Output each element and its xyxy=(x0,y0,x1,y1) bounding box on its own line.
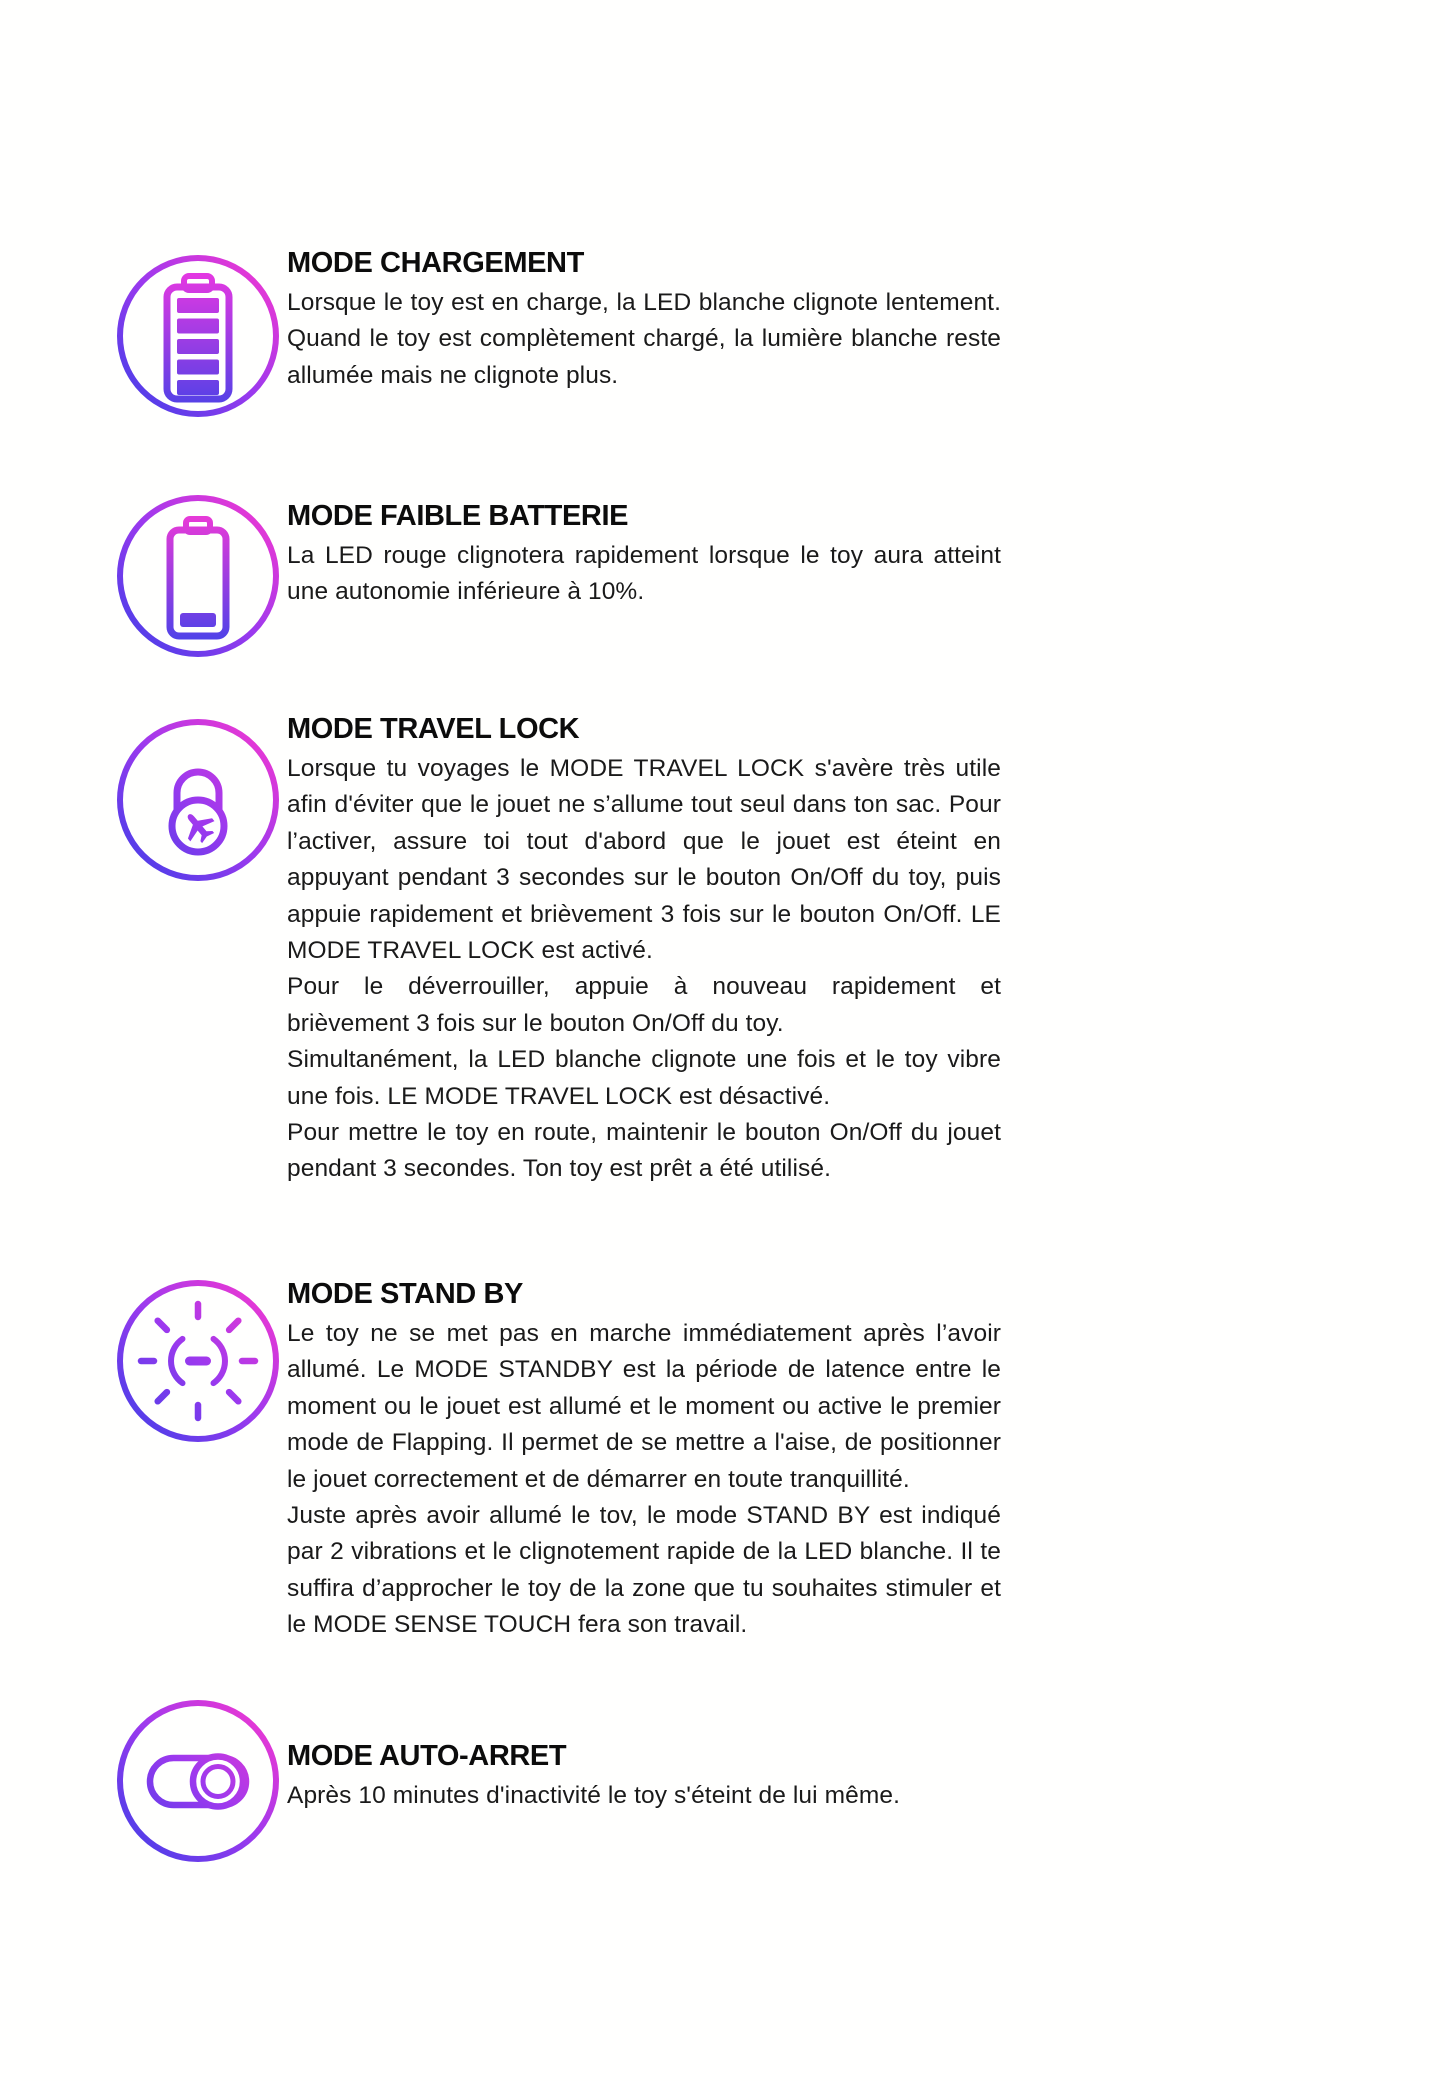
section-paragraph: Lorsque tu voyages le MODE TRAVEL LOCK s'avère très utile afin d'éviter que le jouet ne s’allume tout seul dans ton sac. Pour l’activer, assure toi tout d'abord que le jouet est éteint en appuyant pendant 3 secondes sur le bouton On/Off du toy, puis appuie rapidement et brièvement 3 fois sur le bouton On/Off. LE MODE TRAVEL LOCK est activé. xyxy=(287,755,1001,965)
section-paragraph: Après 10 minutes d'inactivité le toy s'éteint de lui même. xyxy=(287,1782,900,1809)
section-title: MODE TRAVEL LOCK xyxy=(287,713,580,745)
section-travel-lock xyxy=(287,713,1001,1188)
section-paragraph: Pour mettre le toy en route, maintenir le bouton On/Off du jouet pendant 3 secondes. Ton toy est prêt a été utilisé. xyxy=(287,1119,1001,1183)
section-paragraph: Pour le déverrouiller, appuie à nouveau rapidement et brièvement 3 fois sur le bouton On/Off du toy. xyxy=(287,973,1001,1037)
section-paragraph: Le toy ne se met pas en marche immédiatement après l’avoir allumé. Le MODE STANDBY est la période de latence entre le moment ou le jouet est allumé et le moment ou active le premier mode de Flapping. Il permet de se mettre a l'aise, de positionner le jouet correctement et de démarrer en toute tranquillité. xyxy=(287,1320,1001,1493)
section-paragraph: Simultanément, la LED blanche clignote une fois et le toy vibre une fois. LE MODE TRAVEL LOCK est désactivé. xyxy=(287,1046,1001,1110)
section-paragraph: Juste après avoir allumé le tov, le mode STAND BY est indiqué par 2 vibrations et le clignotement rapide de la LED blanche. Il te suffira d’approcher le toy de la zone que tu souhaites stimuler et le MODE SENSE TOUCH fera son travail. xyxy=(287,1502,1001,1639)
travel-lock-icon xyxy=(114,716,282,884)
section-auto-arret xyxy=(287,1740,1001,1814)
section-paragraph: La LED rouge clignotera rapidement lorsque le toy aura atteint une autonomie inférieure à 10%. xyxy=(287,542,1001,606)
section-chargement xyxy=(287,247,1001,394)
standby-icon xyxy=(114,1277,282,1445)
battery-low-icon xyxy=(114,492,282,660)
section-stand-by xyxy=(287,1278,1001,1644)
battery-charging-icon xyxy=(114,252,282,420)
section-faible-batterie xyxy=(287,500,1001,611)
toggle-switch-icon xyxy=(114,1697,282,1865)
section-title: MODE FAIBLE BATTERIE xyxy=(287,500,629,532)
section-title: MODE AUTO-ARRET xyxy=(287,1740,567,1772)
section-title: MODE CHARGEMENT xyxy=(287,247,584,279)
section-title: MODE STAND BY xyxy=(287,1278,523,1310)
section-paragraph: Lorsque le toy est en charge, la LED blanche clignote lentement. Quand le toy est complètement chargé, la lumière blanche reste allumée mais ne clignote plus. xyxy=(287,289,1001,389)
